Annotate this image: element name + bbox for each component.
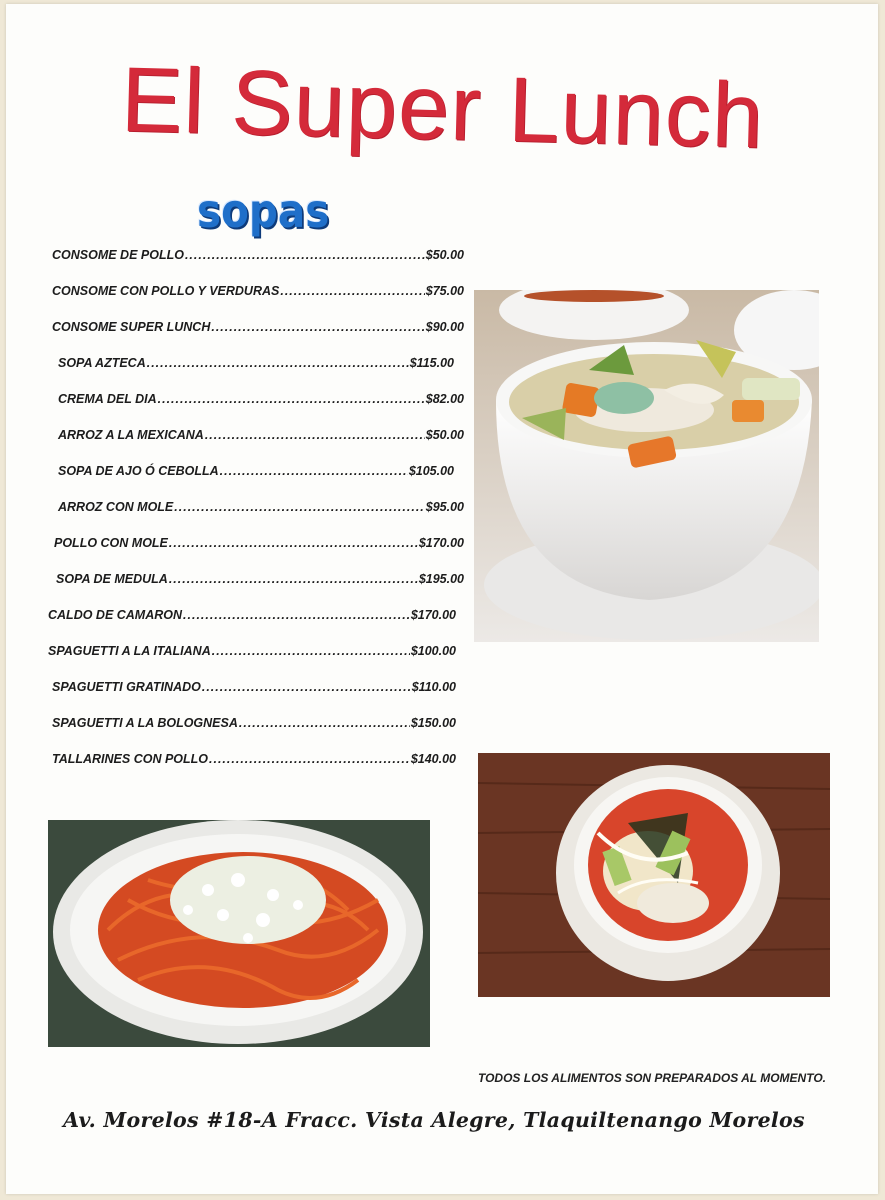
restaurant-title: El Super Lunch	[119, 48, 766, 168]
menu-item-price: $90.00	[425, 320, 464, 334]
menu-item	[46, 248, 464, 284]
sopa-azteca-photo	[478, 753, 830, 997]
menu-item	[46, 752, 456, 788]
menu-item	[46, 320, 464, 356]
menu-item-price: $50.00	[425, 428, 464, 442]
menu-item-name: SOPA DE MEDULA	[56, 572, 168, 586]
menu-item-name: ARROZ CON MOLE	[58, 500, 174, 514]
menu-item	[46, 536, 464, 572]
menu-item-name: CONSOME DE POLLO	[52, 248, 184, 262]
menu-item	[46, 680, 456, 716]
menu-item-price: $100.00	[410, 644, 456, 658]
menu-item	[46, 464, 454, 500]
menu-item	[46, 392, 464, 428]
section-title: sopas	[197, 184, 330, 238]
menu-item-price: $115.00	[409, 356, 454, 370]
menu-item-name: TALLARINES CON POLLO	[52, 752, 209, 766]
menu-item-name: CREMA DEL DIA	[58, 392, 157, 406]
menu-list	[46, 248, 464, 788]
menu-item-price: $95.00	[425, 500, 464, 514]
menu-item	[46, 284, 464, 320]
menu-item	[46, 716, 456, 752]
menu-item-price: $195.00	[418, 572, 464, 586]
menu-item-name: SPAGUETTI A LA ITALIANA	[48, 644, 211, 658]
menu-item-name: ARROZ A LA MEXICANA	[58, 428, 204, 442]
preparation-note: TODOS LOS ALIMENTOS SON PREPARADOS AL MOMENTO.	[477, 1071, 826, 1085]
menu-item-price: $170.00	[418, 536, 464, 550]
menu-item-name: CONSOME CON POLLO Y VERDURAS	[52, 284, 280, 298]
menu-item	[46, 608, 456, 644]
menu-item-price: $150.00	[410, 716, 456, 730]
menu-item	[46, 500, 464, 536]
menu-item-price: $140.00	[410, 752, 456, 766]
menu-item-name: CONSOME SUPER LUNCH	[52, 320, 211, 334]
consome-photo	[474, 290, 819, 642]
restaurant-address: Av. Morelos #18-A Fracc. Vista Alegre, Tlaquiltenango Morelos	[63, 1108, 805, 1132]
menu-item-name: SOPA AZTECA	[58, 356, 146, 370]
menu-item	[46, 428, 464, 464]
menu-item-price: $50.00	[425, 248, 464, 262]
menu-item-name: SPAGUETTI GRATINADO	[52, 680, 201, 694]
menu-item-price: $82.00	[425, 392, 464, 406]
menu-item	[46, 356, 454, 392]
menu-item	[46, 572, 464, 608]
menu-item-price: $75.00	[425, 284, 464, 298]
menu-item-name: SOPA DE AJO Ó CEBOLLA	[58, 464, 219, 478]
menu-item-name: POLLO CON MOLE	[54, 536, 168, 550]
menu-item-price: $105.00	[408, 464, 454, 478]
menu-item-price: $170.00	[410, 608, 456, 622]
menu-item	[46, 644, 456, 680]
spaghetti-photo	[48, 820, 430, 1047]
menu-item-name: CALDO DE CAMARON	[48, 608, 183, 622]
menu-item-price: $110.00	[411, 680, 456, 694]
menu-item-name: SPAGUETTI A LA BOLOGNESA	[52, 716, 238, 730]
